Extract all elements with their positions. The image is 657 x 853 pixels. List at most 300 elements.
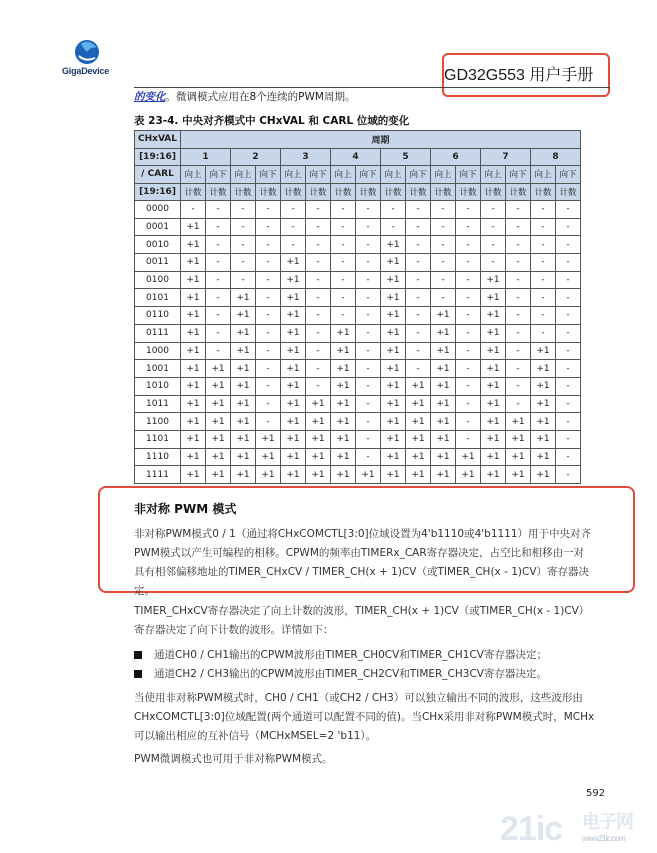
count-label: 计数: [306, 183, 331, 201]
table-cell: +1: [381, 307, 406, 325]
table-cell: +1: [381, 395, 406, 413]
table-row: [135, 289, 581, 307]
table-cell: -: [331, 289, 356, 307]
table-cell: -: [431, 218, 456, 236]
para-line: CHxCOMCTL[3:0]位域配置(两个通道可以配置不同的值)。当CHx采用非对称PWM模式时，MCHx: [134, 711, 595, 723]
table-cell: +1: [281, 324, 306, 342]
table-cell: -: [556, 271, 581, 289]
table-cell: +1: [481, 324, 506, 342]
table-cell: +1: [381, 236, 406, 254]
table-row: [135, 324, 581, 342]
bullet-text: 通道CH0 / CH1输出的CPWM波形由TIMER_CH0CV和TIMER_CH1CV寄存器决定；: [154, 649, 547, 661]
table-caption: 表 23-4. 中央对齐模式中 CHxVAL 和 CARL 位域的变化: [134, 115, 410, 127]
period-number: 7: [481, 148, 531, 166]
table-cell: -: [506, 377, 531, 395]
table-cell: -: [456, 218, 481, 236]
table-cell: +1: [506, 413, 531, 431]
table-cell: +1: [481, 342, 506, 360]
count-up-label: 向上: [381, 166, 406, 184]
table-row: [135, 254, 581, 272]
table-cell: -: [306, 307, 331, 325]
table-cell: -: [256, 342, 281, 360]
table-cell: +1: [406, 377, 431, 395]
table-cell: +1: [481, 377, 506, 395]
table-cell: -: [456, 307, 481, 325]
table-cell: -: [306, 201, 331, 219]
table-cell: -: [406, 342, 431, 360]
col0-header: CHxVAL: [135, 131, 181, 149]
chxval-carl-table: [134, 130, 581, 484]
table-cell: -: [356, 218, 381, 236]
table-cell: -: [231, 236, 256, 254]
count-up-label: 向上: [231, 166, 256, 184]
table-cell: +1: [281, 377, 306, 395]
table-cell: +1: [181, 271, 206, 289]
section-para-2: [134, 602, 610, 640]
table-cell: +1: [181, 466, 206, 484]
table-cell: -: [431, 254, 456, 272]
table-cell: +1: [181, 342, 206, 360]
table-cell: +1: [231, 307, 256, 325]
table-cell: +1: [231, 413, 256, 431]
para-line: 寄存器决定了向下计数的波形。详情如下：: [134, 624, 334, 636]
table-cell: -: [406, 307, 431, 325]
table-cell: -: [356, 236, 381, 254]
table-cell: -: [556, 324, 581, 342]
table-row: [135, 307, 581, 325]
table-cell: -: [331, 218, 356, 236]
table-cell: +1: [431, 413, 456, 431]
table-cell: -: [306, 218, 331, 236]
row-value-cell: 0011: [135, 254, 181, 272]
table-cell: -: [506, 360, 531, 378]
count-label: 计数: [531, 183, 556, 201]
table-cell: -: [506, 289, 531, 307]
count-down-label: 向下: [506, 166, 531, 184]
table-cell: -: [306, 289, 331, 307]
table-cell: +1: [281, 342, 306, 360]
table-cell: -: [431, 236, 456, 254]
logo-globe-icon: [73, 38, 107, 66]
table-cell: -: [456, 360, 481, 378]
bullet-text: 通道CH2 / CH3输出的CPWM波形由TIMER_CH2CV和TIMER_CH3CV寄存器决定。: [154, 668, 547, 680]
col0-header: / CARL: [135, 166, 181, 184]
table-cell: +1: [181, 395, 206, 413]
table-cell: +1: [431, 466, 456, 484]
table-cell: +1: [431, 342, 456, 360]
table-cell: +1: [181, 360, 206, 378]
table-cell: +1: [356, 466, 381, 484]
table-cell: +1: [281, 413, 306, 431]
row-value-cell: 1001: [135, 360, 181, 378]
table-cell: -: [481, 201, 506, 219]
table-cell: -: [331, 307, 356, 325]
count-up-label: 向上: [431, 166, 456, 184]
table-cell: +1: [181, 448, 206, 466]
bullet-item: [134, 666, 547, 681]
table-cell: +1: [481, 395, 506, 413]
table-cell: -: [481, 218, 506, 236]
table-cell: +1: [531, 448, 556, 466]
count-label: 计数: [356, 183, 381, 201]
count-label: 计数: [556, 183, 581, 201]
table-cell: -: [406, 360, 431, 378]
table-cell: +1: [281, 360, 306, 378]
row-value-cell: 1110: [135, 448, 181, 466]
para-line: 当使用非对称PWM模式时，CH0 / CH1（或CH2 / CH3）可以独立输出不同的波形，这些波形由: [134, 692, 583, 704]
para-line: 具有相邻偏移地址的TIMER_CHxCV / TIMER_CH(x + 1)CV（或TIMER_CH(x - 1)CV）寄存器决: [134, 566, 590, 578]
table-cell: +1: [481, 360, 506, 378]
table-cell: +1: [531, 413, 556, 431]
table-cell: +1: [531, 395, 556, 413]
table-cell: -: [456, 342, 481, 360]
table-cell: +1: [256, 448, 281, 466]
table-cell: -: [456, 430, 481, 448]
table-cell: +1: [206, 377, 231, 395]
table-cell: -: [306, 324, 331, 342]
table-cell: -: [406, 324, 431, 342]
table-cell: +1: [481, 307, 506, 325]
table-cell: +1: [406, 448, 431, 466]
table-cell: -: [256, 307, 281, 325]
table-cell: -: [506, 201, 531, 219]
table-cell: -: [281, 218, 306, 236]
table-cell: +1: [281, 448, 306, 466]
table-cell: -: [306, 236, 331, 254]
row-value-cell: 1010: [135, 377, 181, 395]
row-value-cell: 0110: [135, 307, 181, 325]
table-cell: -: [531, 307, 556, 325]
table-cell: +1: [206, 413, 231, 431]
count-up-label: 向上: [281, 166, 306, 184]
col0-header: [19:16]: [135, 148, 181, 166]
table-cell: -: [431, 289, 456, 307]
table-cell: +1: [331, 466, 356, 484]
count-down-label: 向下: [306, 166, 331, 184]
table-cell: +1: [281, 430, 306, 448]
table-cell: -: [356, 201, 381, 219]
table-cell: -: [256, 324, 281, 342]
table-cell: +1: [431, 324, 456, 342]
table-cell: -: [206, 236, 231, 254]
table-cell: -: [206, 289, 231, 307]
table-cell: -: [556, 448, 581, 466]
count-label: 计数: [206, 183, 231, 201]
table-cell: -: [506, 236, 531, 254]
table-cell: +1: [481, 289, 506, 307]
table-cell: -: [256, 236, 281, 254]
product-title: GD32G553 用户手册: [444, 67, 594, 84]
table-cell: +1: [306, 413, 331, 431]
table-cell: +1: [181, 307, 206, 325]
table-cell: +1: [431, 448, 456, 466]
period-number: 4: [331, 148, 381, 166]
table-cell: -: [331, 271, 356, 289]
table-cell: -: [556, 430, 581, 448]
table-cell: -: [556, 466, 581, 484]
table-cell: -: [206, 307, 231, 325]
row-value-cell: 0111: [135, 324, 181, 342]
table-cell: +1: [281, 289, 306, 307]
gigadevice-logo: [62, 38, 122, 80]
table-cell: +1: [306, 466, 331, 484]
table-cell: -: [256, 377, 281, 395]
table-cell: -: [456, 377, 481, 395]
count-down-label: 向下: [556, 166, 581, 184]
count-label: 计数: [481, 183, 506, 201]
watermark-url: www.21ic.com: [582, 834, 625, 843]
table-cell: +1: [506, 448, 531, 466]
table-cell: +1: [531, 466, 556, 484]
logo-text: GigaDevice: [62, 66, 110, 76]
table-cell: -: [306, 271, 331, 289]
table-cell: +1: [306, 395, 331, 413]
watermark-main: 21ic: [500, 810, 563, 848]
table-cell: +1: [406, 430, 431, 448]
count-label: 计数: [281, 183, 306, 201]
table-cell: +1: [231, 360, 256, 378]
table-cell: +1: [206, 466, 231, 484]
table-cell: -: [331, 254, 356, 272]
period-number: 1: [181, 148, 231, 166]
table-cell: +1: [231, 466, 256, 484]
table-cell: -: [306, 342, 331, 360]
table-row: [135, 271, 581, 289]
intro-text: 。微调模式应用在8个连续的PWM周期。: [165, 91, 356, 103]
period-number: 3: [281, 148, 331, 166]
table-cell: +1: [231, 448, 256, 466]
count-down-label: 向下: [456, 166, 481, 184]
bullet-square-icon: [134, 651, 142, 659]
table-cell: -: [556, 413, 581, 431]
watermark-cn: 电子网: [582, 812, 633, 832]
intro-line: [134, 89, 355, 104]
table-cell: +1: [531, 377, 556, 395]
table-cell: -: [406, 218, 431, 236]
change-link[interactable]: 的变化: [134, 91, 166, 103]
table-cell: +1: [231, 430, 256, 448]
col0-header: [19:16]: [135, 183, 181, 201]
row-value-cell: 0100: [135, 271, 181, 289]
table-cell: +1: [381, 466, 406, 484]
period-number: 2: [231, 148, 281, 166]
table-cell: +1: [506, 430, 531, 448]
table-cell: +1: [231, 289, 256, 307]
table-cell: +1: [406, 395, 431, 413]
count-label: 计数: [331, 183, 356, 201]
table-cell: +1: [331, 413, 356, 431]
table-cell: +1: [506, 466, 531, 484]
table-cell: +1: [231, 342, 256, 360]
table-cell: -: [256, 289, 281, 307]
table-cell: -: [456, 236, 481, 254]
table-cell: -: [556, 377, 581, 395]
table-cell: -: [356, 448, 381, 466]
table-cell: +1: [381, 342, 406, 360]
table-cell: -: [356, 360, 381, 378]
table-cell: +1: [256, 430, 281, 448]
count-label: 计数: [381, 183, 406, 201]
table-cell: -: [206, 324, 231, 342]
table-cell: -: [556, 342, 581, 360]
table-cell: +1: [281, 271, 306, 289]
row-value-cell: 1111: [135, 466, 181, 484]
count-down-label: 向下: [256, 166, 281, 184]
table-cell: +1: [281, 307, 306, 325]
table-cell: -: [356, 289, 381, 307]
table-cell: +1: [231, 377, 256, 395]
table-cell: +1: [431, 430, 456, 448]
table-cell: +1: [281, 395, 306, 413]
table-cell: +1: [381, 289, 406, 307]
table-cell: -: [456, 289, 481, 307]
count-down-label: 向下: [206, 166, 231, 184]
table-cell: +1: [381, 324, 406, 342]
table-cell: +1: [181, 289, 206, 307]
table-cell: +1: [281, 466, 306, 484]
table-cell: -: [256, 413, 281, 431]
table-cell: -: [506, 324, 531, 342]
row-value-cell: 0001: [135, 218, 181, 236]
table-cell: -: [556, 236, 581, 254]
table-cell: -: [256, 254, 281, 272]
table-cell: -: [556, 254, 581, 272]
count-label: 计数: [456, 183, 481, 201]
table-cell: +1: [181, 413, 206, 431]
table-cell: -: [256, 360, 281, 378]
table-cell: +1: [331, 360, 356, 378]
table-cell: -: [356, 395, 381, 413]
count-up-label: 向上: [481, 166, 506, 184]
table-row: [135, 430, 581, 448]
table-cell: -: [206, 271, 231, 289]
row-value-cell: 1101: [135, 430, 181, 448]
para-line: 非对称PWM模式0 / 1（通过将CHxCOMCTL[3:0]位域设置为4'b1110或4'b1111）用于中央对齐: [134, 528, 592, 540]
table-cell: +1: [381, 448, 406, 466]
table-cell: -: [556, 360, 581, 378]
table-cell: +1: [481, 271, 506, 289]
row-value-cell: 1000: [135, 342, 181, 360]
row-value-cell: 0010: [135, 236, 181, 254]
table-cell: -: [406, 271, 431, 289]
table-cell: -: [331, 236, 356, 254]
table-cell: +1: [456, 466, 481, 484]
table-cell: -: [531, 218, 556, 236]
section-para-1: [134, 525, 610, 601]
table-cell: -: [406, 254, 431, 272]
table-cell: +1: [481, 430, 506, 448]
table-cell: +1: [381, 377, 406, 395]
table-row: [135, 448, 581, 466]
table-row: [135, 377, 581, 395]
row-value-cell: 1100: [135, 413, 181, 431]
table-cell: +1: [306, 448, 331, 466]
para-line: TIMER_CHxCV寄存器决定了向上计数的波形，TIMER_CH(x + 1)CV（或TIMER_CH(x - 1)CV）: [134, 605, 590, 617]
table-cell: +1: [406, 466, 431, 484]
table-cell: -: [306, 377, 331, 395]
table-cell: +1: [206, 360, 231, 378]
table-cell: -: [431, 271, 456, 289]
table-cell: +1: [531, 430, 556, 448]
period-number: 5: [381, 148, 431, 166]
table-cell: -: [506, 395, 531, 413]
table-cell: +1: [431, 395, 456, 413]
table-cell: +1: [431, 360, 456, 378]
table-cell: +1: [381, 413, 406, 431]
table-row: [135, 236, 581, 254]
table-cell: +1: [481, 466, 506, 484]
table-cell: -: [331, 201, 356, 219]
table-cell: +1: [481, 448, 506, 466]
para-line: 可以输出相应的互补信号（MCHxMSEL=2 'b11）。: [134, 730, 377, 742]
table-cell: -: [406, 289, 431, 307]
table-row: [135, 360, 581, 378]
table-cell: -: [506, 342, 531, 360]
table-row: [135, 342, 581, 360]
table-cell: -: [356, 307, 381, 325]
table-cell: -: [531, 271, 556, 289]
count-up-label: 向上: [181, 166, 206, 184]
table-cell: +1: [431, 377, 456, 395]
table-cell: -: [456, 254, 481, 272]
table-cell: -: [481, 236, 506, 254]
table-cell: -: [256, 201, 281, 219]
table-cell: -: [356, 413, 381, 431]
table-cell: +1: [181, 236, 206, 254]
table-cell: -: [531, 324, 556, 342]
table-cell: +1: [306, 430, 331, 448]
table-cell: +1: [531, 342, 556, 360]
table-cell: -: [356, 324, 381, 342]
table-cell: -: [506, 218, 531, 236]
table-cell: +1: [206, 395, 231, 413]
table-cell: -: [231, 201, 256, 219]
table-cell: -: [231, 254, 256, 272]
para-line: 定。: [134, 585, 155, 597]
table-cell: -: [256, 271, 281, 289]
count-up-label: 向上: [331, 166, 356, 184]
table-cell: +1: [331, 342, 356, 360]
watermark: [500, 810, 633, 849]
count-label: 计数: [231, 183, 256, 201]
table-cell: -: [281, 236, 306, 254]
table-cell: -: [206, 218, 231, 236]
table-cell: +1: [481, 413, 506, 431]
table-cell: -: [506, 271, 531, 289]
table-cell: -: [556, 218, 581, 236]
table-cell: -: [556, 201, 581, 219]
count-label: 计数: [406, 183, 431, 201]
table-cell: +1: [206, 448, 231, 466]
table-cell: +1: [331, 448, 356, 466]
period-number: 8: [531, 148, 581, 166]
header-divider: [134, 87, 610, 88]
table-cell: -: [506, 254, 531, 272]
table-cell: -: [306, 254, 331, 272]
table-cell: -: [456, 201, 481, 219]
table-cell: +1: [406, 413, 431, 431]
table-cell: -: [506, 307, 531, 325]
table-cell: +1: [456, 448, 481, 466]
period-number: 6: [431, 148, 481, 166]
table-cell: +1: [181, 430, 206, 448]
table-cell: -: [356, 254, 381, 272]
table-cell: -: [556, 307, 581, 325]
row-value-cell: 0000: [135, 201, 181, 219]
table-cell: -: [556, 289, 581, 307]
table-cell: -: [556, 395, 581, 413]
table-cell: -: [481, 254, 506, 272]
